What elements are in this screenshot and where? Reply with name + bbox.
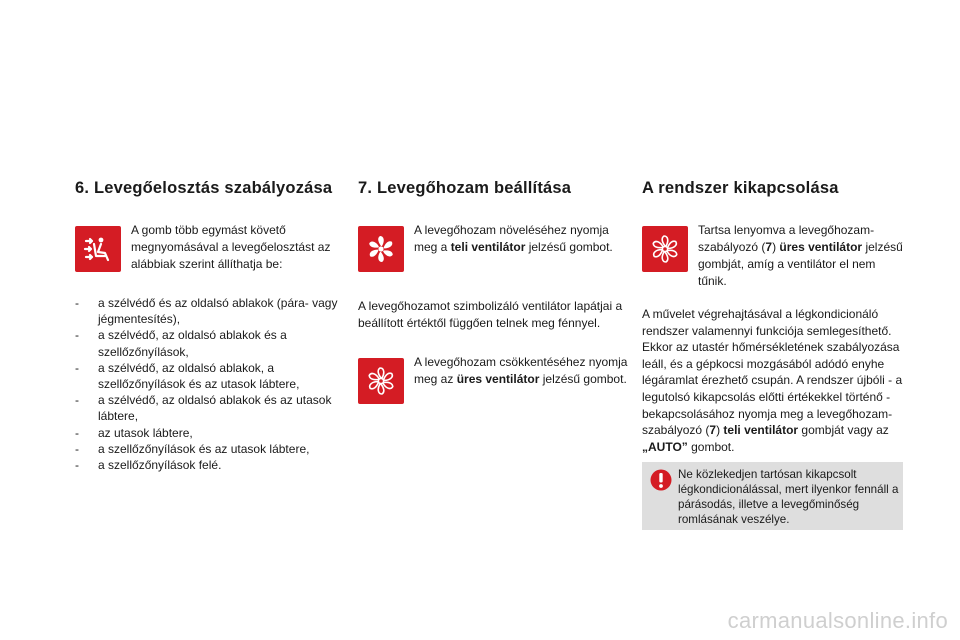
increase-text-bold: teli ventilátor <box>450 240 526 254</box>
fan-full-icon <box>358 226 404 272</box>
hold-text-num: 7 <box>765 240 773 254</box>
decrease-text-bold: üres ventilátor <box>456 372 540 386</box>
intro-row <box>75 222 345 273</box>
section-title: 6. Levegőelosztás szabályozása <box>75 179 333 197</box>
body-text-mid: ) <box>716 423 724 438</box>
intro-text: A gomb több egymást követő megnyomásával a levegőelosztást az alábbiak szerint állíthatja be: <box>131 223 331 271</box>
section-title: A rendszer kikapcsolása <box>642 179 839 197</box>
list-item: - a szélvédő, az oldalsó ablakok, a szellőzőnyílások és az utasok lábtere, <box>75 360 345 392</box>
footer-watermark: carmanualsonline.info <box>727 608 948 633</box>
increase-text-post: jelzésű gombot. <box>525 240 613 254</box>
list-item: - az utasok lábtere, <box>75 425 345 441</box>
list-item: - a szélvédő és az oldalsó ablakok (pára- vagy jégmentesítés), <box>75 295 345 327</box>
warning-icon <box>650 469 672 491</box>
decrease-text <box>414 354 628 388</box>
decrease-row <box>358 354 628 404</box>
body-text-bold1: teli ventilátor <box>723 423 799 438</box>
hold-text-mid: ) <box>772 240 780 254</box>
body-text-bold2: „AUTO” <box>642 439 688 454</box>
hold-text-pre: Tartsa lenyomva a levegőhozam-szabályozó ( <box>698 223 875 254</box>
warning-note <box>642 462 903 530</box>
fan-description: A levegőhozamot szimbolizáló ventilátor lapátjai a beállított értéktől függően telnek meg fénnyel. <box>358 299 623 330</box>
increase-text <box>414 222 628 256</box>
list-item: - a szélvédő, az oldalsó ablakok és a szellőzőnyílások, <box>75 327 345 359</box>
shutdown-body <box>642 306 907 455</box>
hold-text <box>698 222 907 290</box>
list-item: - a szellőzőnyílások felé. <box>75 457 345 473</box>
fan-empty-icon <box>358 358 404 404</box>
body-text-mid2: gombját vagy az <box>798 423 889 438</box>
decrease-text-pre: A levegőhozam csökkentéséhez nyomja meg az <box>414 355 628 386</box>
hold-text-bold: üres ventilátor <box>779 240 863 254</box>
distribution-list <box>75 295 345 473</box>
body-text-pre: A művelet végrehajtásával a légkondicionáló rendszer valamennyi funkciója semlegesíthető. Ekkor az utastér hőmérsékletének szabályozása leáll, és a gépkocsi mozgásából adódó enyhe légáramlat érezhető csupán. A rendszer újbóli - a legutolsó kikapcsolás előtti értékekkel történő - bekapcsolásához nyomja meg a levegőhozam-szabályozó ( <box>642 307 903 438</box>
section-air-distribution <box>75 178 345 473</box>
list-item: - a szélvédő, az oldalsó ablakok és az utasok lábtere, <box>75 392 345 424</box>
increase-row <box>358 222 628 272</box>
list-item: - a szellőzőnyílások és az utasok lábtere, <box>75 441 345 457</box>
fan-icon <box>642 226 688 272</box>
hold-text-post: jelzésű gombját, amíg a ventilátor el nem tűnik. <box>698 240 903 288</box>
decrease-text-post: jelzésű gombot. <box>539 372 627 386</box>
hold-row <box>642 222 907 290</box>
body-text-num: 7 <box>709 423 717 438</box>
increase-text-pre: A levegőhozam növeléséhez nyomja meg a <box>414 223 609 254</box>
section-shutdown <box>642 178 907 455</box>
section-airflow <box>358 178 628 404</box>
body-text-post: gombot. <box>687 439 735 454</box>
warning-text: Ne közlekedjen tartósan kikapcsolt légkondicionálással, mert ilyenkor fennáll a párásodás, illetve a levegőminőség romlásának veszélye. <box>678 468 899 526</box>
air-distribution-icon <box>75 226 121 272</box>
section-title: 7. Levegőhozam beállítása <box>358 179 572 197</box>
